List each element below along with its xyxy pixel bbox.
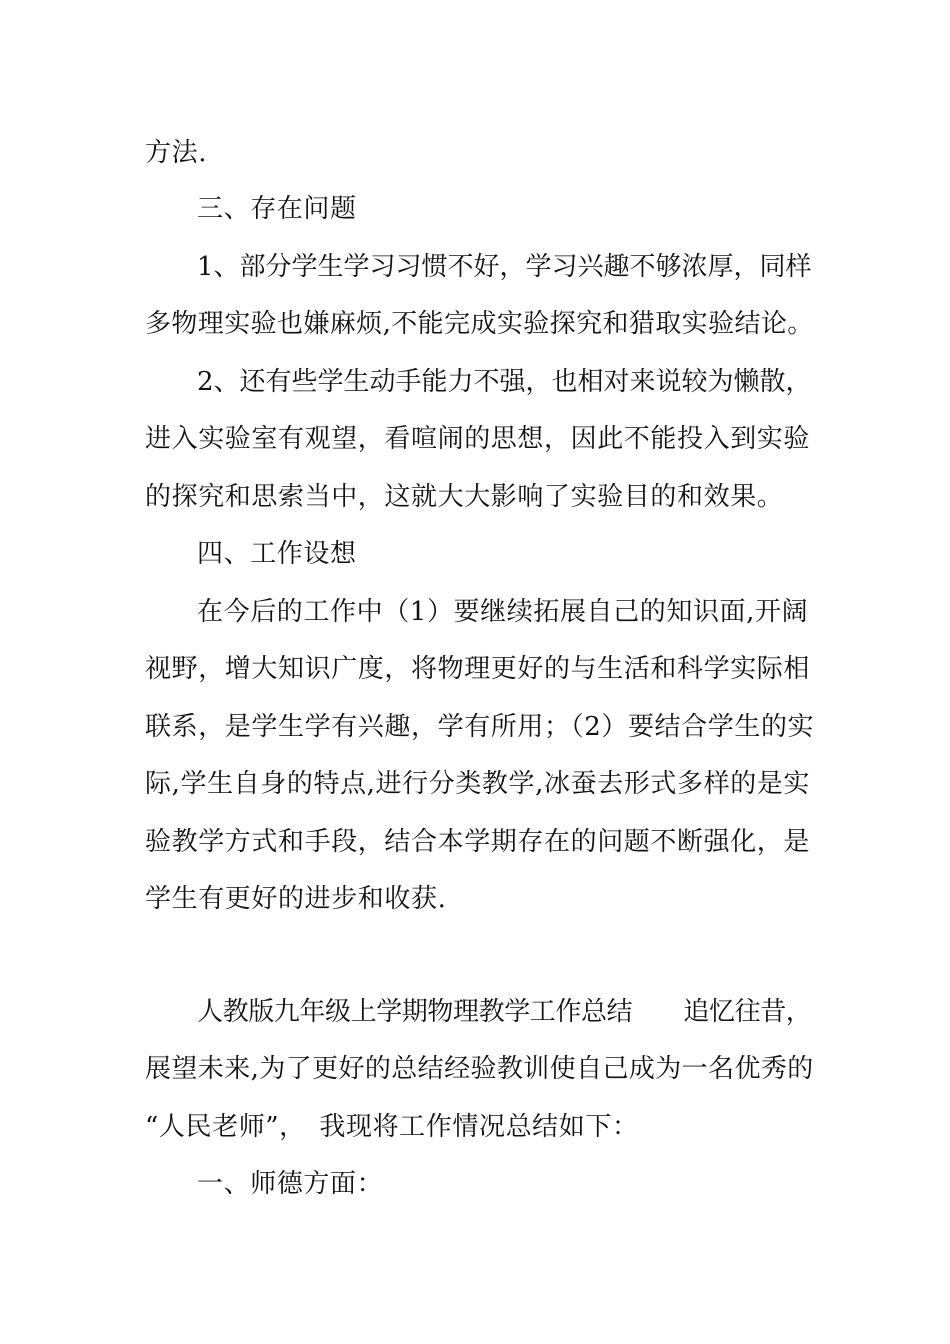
text-line-14: 学生有更好的进步和收获. xyxy=(145,884,447,914)
text-line-11: 联系，是学生学有兴趣，学有所用；（2）要结合学生的实 xyxy=(145,712,815,742)
text-line-7: 的探究和思索当中，这就大大影响了实验目的和效果。 xyxy=(145,482,784,512)
text-line-5: 2、还有些学生动手能力不强，也相对来说较为懒散， xyxy=(197,367,812,397)
text-line-12: 际,学生自身的特点,进行分类教学,冰蚕去形式多样的是实 xyxy=(145,769,810,799)
text-line-1: 方法. xyxy=(145,138,208,168)
text-line-16: 展望未来,为了更好的总结经验教训使自己成为一名优秀的 xyxy=(145,1054,814,1084)
text-line-10: 视野，增大知识广度，将物理更好的与生活和科学实际相 xyxy=(145,654,811,684)
text-line-4: 多物理实验也嫌麻烦,不能完成实验探究和猎取实验结论。 xyxy=(145,309,814,339)
text-line-6: 进入实验室有观望，看喧闹的思想，因此不能投入到实验 xyxy=(145,424,811,454)
section-heading-problems: 三、存在问题 xyxy=(197,194,357,224)
text-line-9: 在今后的工作中（1）要继续拓展自己的知识面,开阔 xyxy=(197,597,809,627)
text-line-13: 验教学方式和手段，结合本学期存在的问题不断强化，是 xyxy=(145,827,811,857)
text-line-17: “人民老师”， 我现将工作情况总结如下： xyxy=(145,1112,639,1142)
text-line-15: 人教版九年级上学期物理教学工作总结 追忆往昔， xyxy=(197,997,812,1027)
section-heading-ethics: 一、师德方面： xyxy=(197,1169,384,1199)
section-heading-plans: 四、工作设想 xyxy=(197,539,357,569)
text-line-3: 1、部分学生学习习惯不好，学习兴趣不够浓厚，同样 xyxy=(197,252,812,282)
